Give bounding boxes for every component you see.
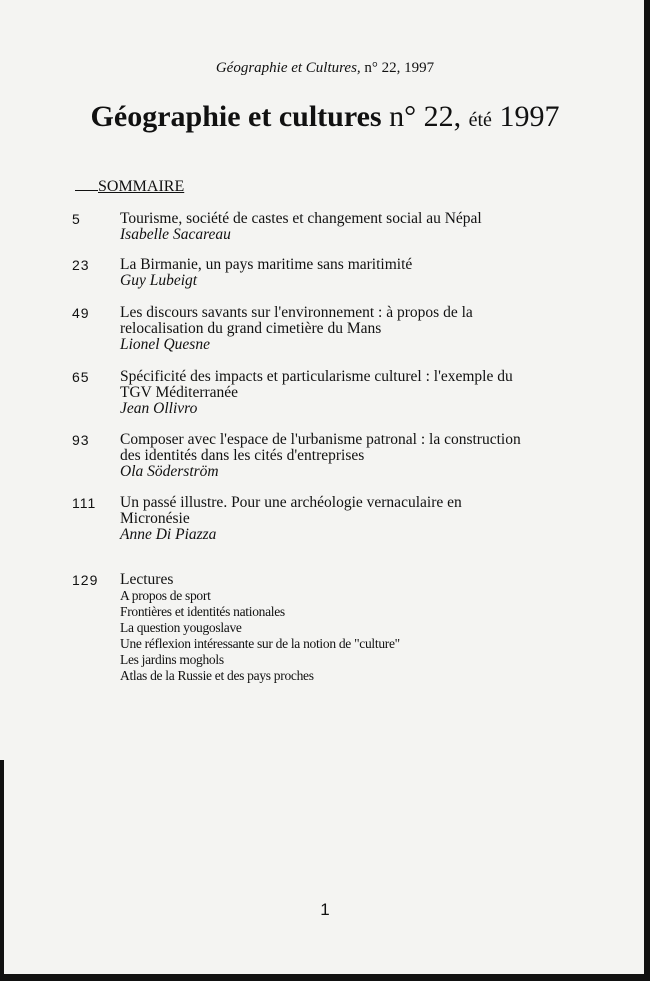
lectures-item: Les jardins moghols [120, 652, 224, 667]
entry-title-line: relocalisation du grand cimetière du Mans [120, 320, 382, 337]
lectures-item: Une réflexion intéressante sur de la notion de "culture" [120, 636, 400, 651]
running-header-issue: n° 22, 1997 [360, 60, 435, 76]
page-title [0, 100, 650, 134]
lectures-item: La question yougoslave [120, 620, 242, 635]
title-journal: Géographie et cultures [90, 100, 382, 133]
entry-page: 93 [72, 432, 90, 448]
entry-page: 49 [72, 305, 90, 321]
scan-border-right [644, 0, 650, 981]
entry-page: 5 [72, 211, 81, 227]
entry-title-line: Les discours savants sur l'environnement : à propos de la [120, 304, 473, 321]
entry-author: Jean Ollivro [120, 400, 198, 417]
entry-page: 111 [72, 495, 97, 511]
entry-title-line: Spécificité des impacts et particularisme culturel : l'exemple du [120, 368, 513, 385]
entry-page: 23 [72, 257, 90, 273]
scan-border-left [0, 760, 4, 981]
scan-border-bottom [0, 974, 650, 981]
entry-title-line: Un passé illustre. Pour une archéologie vernaculaire en [120, 494, 462, 511]
running-header [0, 60, 650, 77]
entry-title-line: La Birmanie, un pays maritime sans maritimité [120, 256, 413, 273]
title-year: 1997 [491, 100, 560, 133]
entry-title-line: des identités dans les cités d'entreprises [120, 447, 365, 464]
running-header-journal: Géographie et Cultures, [215, 60, 361, 76]
lectures-item: Frontières et identités nationales [120, 604, 285, 619]
heading-rule [75, 189, 98, 191]
title-season: été [468, 109, 492, 131]
entry-page: 129 [72, 572, 99, 588]
page-number: 1 [320, 900, 330, 919]
entry-author: Isabelle Sacareau [120, 226, 231, 243]
entry-page: 65 [72, 369, 90, 385]
entry-author: Anne Di Piazza [120, 526, 217, 543]
entry-title-line: Micronésie [120, 510, 190, 527]
entry-title-line: TGV Méditerranée [120, 384, 239, 401]
lectures-item: Atlas de la Russie et des pays proches [120, 668, 314, 683]
section-heading [75, 178, 184, 196]
entry-author: Ola Söderström [120, 463, 219, 480]
entry-title-line: Tourisme, société de castes et changement social au Népal [120, 210, 482, 227]
title-number: n° 22, [381, 100, 469, 133]
entry-title-line: Composer avec l'espace de l'urbanisme patronal : la construction [120, 431, 521, 448]
sommaire-label: SOMMAIRE [98, 178, 185, 195]
entry-author: Lionel Quesne [120, 336, 210, 353]
lectures-item: A propos de sport [120, 588, 211, 603]
entry-author: Guy Lubeigt [120, 272, 198, 289]
lectures-title: Lectures [120, 571, 174, 588]
